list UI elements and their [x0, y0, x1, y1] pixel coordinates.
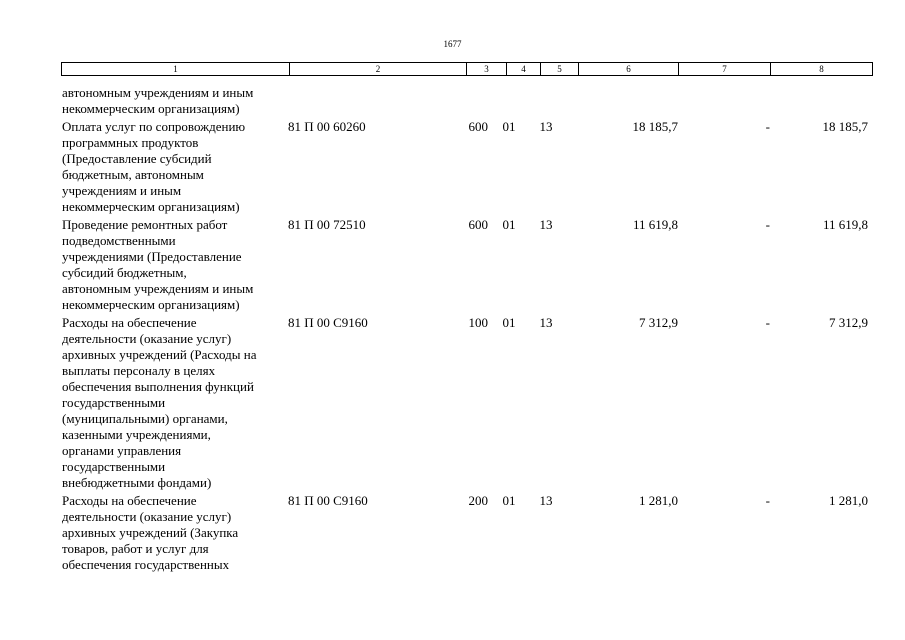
- expense-item-line: органами управления: [62, 443, 182, 458]
- column-header-5: 5: [540, 63, 578, 75]
- expense-item-line: учреждениями (Предоставление: [62, 249, 242, 264]
- column-header-2: 2: [289, 63, 466, 75]
- budget-code: 81 П 00 60260: [288, 119, 366, 134]
- budget-code: 81 П 00 С9160: [288, 315, 368, 330]
- expense-item-line: подведомственными: [62, 233, 176, 248]
- expense-item-name: [62, 119, 290, 215]
- total-amount: 1 281,0: [639, 493, 678, 508]
- column-header-row: [61, 62, 873, 76]
- expense-item-line: субсидий бюджетным,: [62, 265, 187, 280]
- expense-item-line: выплаты персоналу в целях: [62, 363, 216, 378]
- section-code: 01: [502, 217, 516, 232]
- expense-item-line: деятельности (оказание услуг): [62, 509, 232, 524]
- expense-item-line: бюджетным, автономным: [62, 167, 204, 182]
- budget-code: 81 П 00 72510: [288, 217, 366, 232]
- total-amount: 7 312,9: [639, 315, 678, 330]
- column-header-3: 3: [466, 63, 506, 75]
- expense-item-name: [62, 217, 290, 313]
- expense-item-line: внебюджетными фондами): [62, 475, 212, 490]
- section-code: 01: [502, 315, 516, 330]
- continuation-line: автономным учреждениям и иным: [62, 85, 254, 100]
- expense-item-line: государственными: [62, 459, 166, 474]
- column-7-value: -: [765, 119, 770, 134]
- column-header-1: 1: [173, 64, 178, 74]
- expense-item-line: государственными: [62, 395, 166, 410]
- expense-item-line: обеспечения выполнения функций: [62, 379, 254, 394]
- section-code: 01: [502, 119, 516, 134]
- page-number: 1677: [443, 39, 462, 49]
- expense-item-line: Расходы на обеспечение: [62, 493, 197, 508]
- expense-item-line: (муниципальными) органами,: [62, 411, 228, 426]
- column-7-value: -: [765, 493, 770, 508]
- column-7-value: -: [765, 217, 770, 232]
- expense-type-code: 600: [468, 119, 488, 134]
- expense-item-line: товаров, работ и услуг для: [62, 541, 209, 556]
- subsection-code: 13: [539, 217, 553, 232]
- continuation-text: [62, 85, 290, 117]
- column-8-amount: 1 281,0: [829, 493, 868, 508]
- column-header-4: 4: [506, 63, 540, 75]
- expense-item-line: деятельности (оказание услуг): [62, 331, 232, 346]
- column-8-amount: 18 185,7: [822, 119, 868, 134]
- subsection-code: 13: [539, 315, 553, 330]
- expense-item-line: (Предоставление субсидий: [62, 151, 212, 166]
- expense-item-line: учреждениям и иным: [62, 183, 182, 198]
- expense-item-line: казенными учреждениями,: [62, 427, 211, 442]
- column-8-amount: 7 312,9: [829, 315, 868, 330]
- column-header-8: 8: [770, 63, 872, 75]
- expense-item-line: программных продуктов: [62, 135, 199, 150]
- expense-type-code: 600: [468, 217, 488, 232]
- total-amount: 18 185,7: [632, 119, 678, 134]
- continuation-line: некоммерческим организациям): [62, 101, 240, 116]
- expense-item-line: Расходы на обеспечение: [62, 315, 197, 330]
- expense-item-line: автономным учреждениям и иным: [62, 281, 254, 296]
- expense-item-line: некоммерческим организациям): [62, 297, 240, 312]
- expense-type-code: 100: [468, 315, 488, 330]
- expense-item-line: Оплата услуг по сопровождению: [62, 119, 246, 134]
- section-code: 01: [502, 493, 516, 508]
- expense-item-line: Проведение ремонтных работ: [62, 217, 228, 232]
- column-7-value: -: [765, 315, 770, 330]
- subsection-code: 13: [539, 119, 553, 134]
- budget-code: 81 П 00 С9160: [288, 493, 368, 508]
- expense-type-code: 200: [468, 493, 488, 508]
- expense-item-line: обеспечения государственных: [62, 557, 230, 572]
- column-8-amount: 11 619,8: [822, 217, 868, 232]
- expense-item-line: архивных учреждений (Закупка: [62, 525, 239, 540]
- expense-item-name: [62, 493, 290, 573]
- column-header-6: 6: [578, 63, 678, 75]
- column-header-7: 7: [678, 63, 770, 75]
- expense-item-name: [62, 315, 290, 491]
- total-amount: 11 619,8: [632, 217, 678, 232]
- expense-item-line: некоммерческим организациям): [62, 199, 240, 214]
- expense-item-line: архивных учреждений (Расходы на: [62, 347, 257, 362]
- subsection-code: 13: [539, 493, 553, 508]
